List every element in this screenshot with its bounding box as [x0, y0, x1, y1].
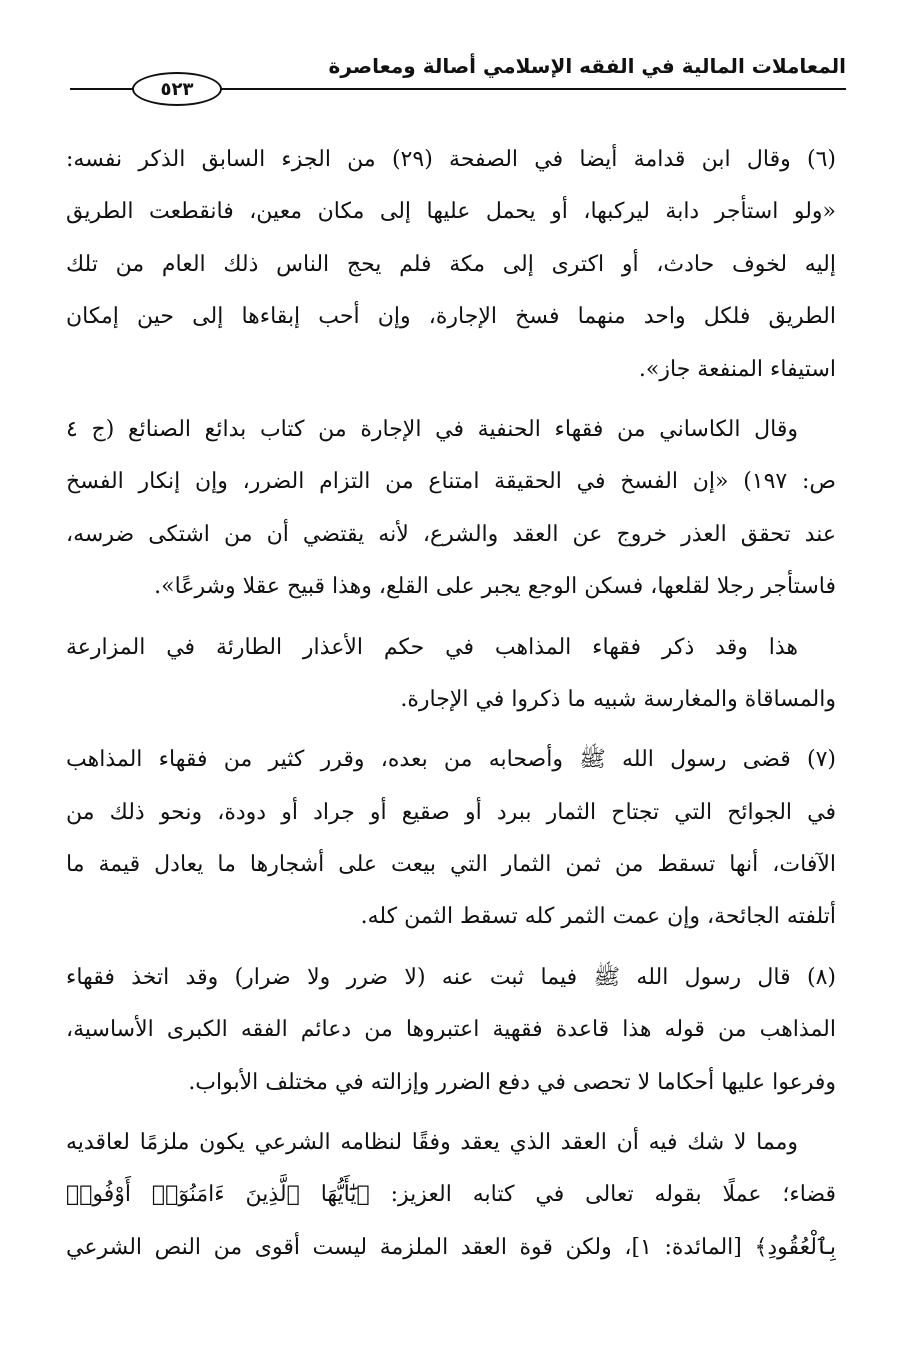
text-line: وفرعوا عليها أحكاما لا تحصى في دفع الضرر وإزالته في مختلف الأبواب.	[188, 1069, 836, 1095]
text-line: المذاهب من قوله هذا قاعدة فقهية اعتبروها من دعائم الفقه الكبرى الأساسية،	[66, 1017, 836, 1043]
text-line: أتلفته الجائحة، وإن عمت الثمر كله تسقط الثمن كله.	[360, 904, 836, 930]
paragraph-madhahib	[66, 622, 836, 727]
text-line: في الجوائح التي تجتاح الثمار ببرد أو صقيع أو جراد أو دودة، ونحو ذلك من	[66, 799, 836, 825]
text-line: ص: ١٩٧) «إن الفسخ في الحقيقة امتناع من التزام الضرر، وإن إنكار الفسخ	[66, 469, 836, 495]
running-header	[70, 50, 846, 100]
text-line: استيفاء المنفعة جاز».	[638, 356, 836, 382]
text-line: إليه لخوف حادث، أو اكترى إلى مكة فلم يحج الناس ذلك العام من تلك	[66, 251, 836, 277]
text-line: بِٱلْعُقُودِ﴾ [المائدة: ١]، ولكن قوة العقد الملزمة ليست أقوى من النص الشرعي	[66, 1234, 836, 1260]
text-line: (٨) قال رسول الله ﷺ فيما ثبت عنه (لا ضرر ولا ضرار) وقد اتخذ فقهاء	[66, 964, 836, 990]
text-line: قضاء؛ عملًا بقوله تعالى في كتابه العزيز: ﴿يَٰٓأَيُّهَا ٱلَّذِينَ ءَامَنُوٓا۟ أَوْفُوا۟	[66, 1182, 836, 1208]
text-line: (٧) قضى رسول الله ﷺ وأصحابه من بعده، وقرر كثير من فقهاء المذاهب	[66, 747, 836, 773]
text-line: (٦) وقال ابن قدامة أيضا في الصفحة (٢٩) من الجزء السابق الذكر نفسه:	[66, 147, 836, 172]
text-line: «ولو استأجر دابة ليركبها، أو يحمل عليها إلى مكان معين، فانقطعت الطريق	[66, 199, 836, 225]
paragraph-binding-contract	[66, 1117, 836, 1274]
paragraph-kasani	[66, 404, 836, 614]
book-title: المعاملات المالية في الفقه الإسلامي أصالة ومعاصرة	[328, 54, 846, 78]
text-line: عند تحقق العذر خروج عن العقد والشرع، لأنه يقتضي أن من اشتكى ضرسه،	[66, 521, 836, 547]
text-line: ومما لا شك فيه أن العقد الذي يعقد وفقًا لنظامه الشرعي يكون ملزمًا لعاقديه	[66, 1130, 798, 1156]
text-line: والمساقاة والمغارسة شبيه ما ذكروا في الإجارة.	[400, 686, 836, 712]
text-line: الآفات، أنها تسقط من ثمن الثمار التي بيعت على أشجارها ما يعادل قيمة ما	[66, 852, 836, 878]
text-line: وقال الكاساني من فقهاء الحنفية في الإجارة من كتاب بدائع الصنائع (ج ٤	[66, 416, 798, 442]
page-number: ٥٢٣	[132, 72, 222, 106]
text-line: هذا وقد ذكر فقهاء المذاهب في حكم الأعذار الطارئة في المزارعة	[66, 634, 798, 660]
page-body	[66, 134, 836, 1274]
text-line: الطريق فلكل واحد منهما فسخ الإجارة، وإن أحب إبقاءها إلى حين إمكان	[66, 304, 836, 330]
text-line: فاستأجر رجلا لقلعها، فسكن الوجع يجبر على القلع، وهذا قبيح عقلا وشرعًا».	[154, 574, 836, 600]
paragraph-8	[66, 952, 836, 1109]
paragraph-7	[66, 734, 836, 944]
paragraph-6	[66, 134, 836, 396]
